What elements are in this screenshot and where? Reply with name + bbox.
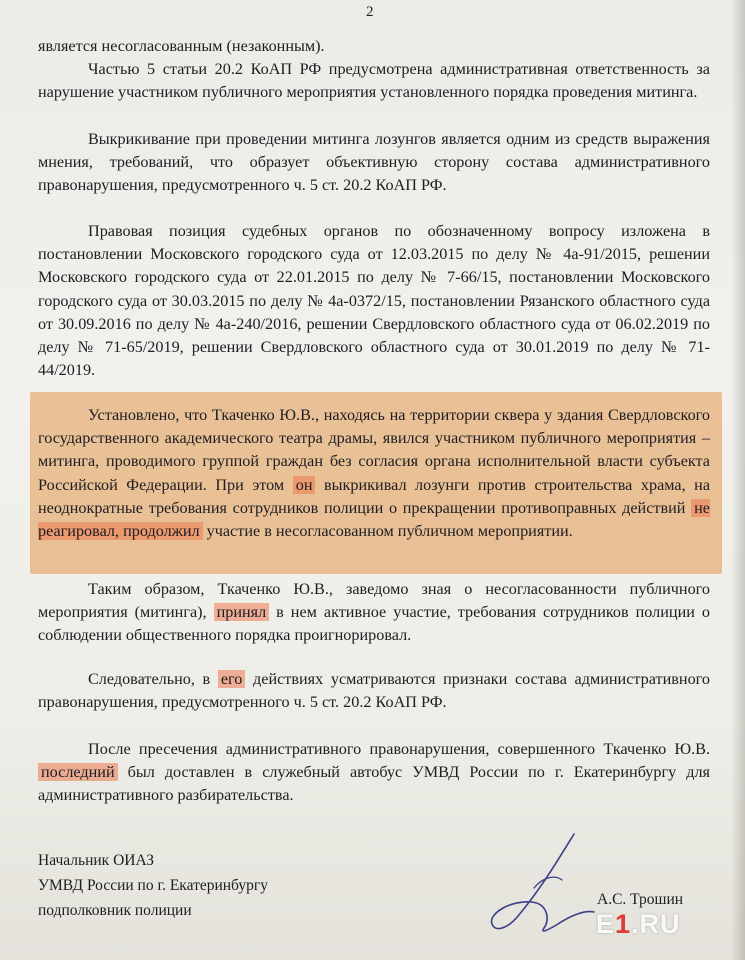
- paragraph-after: [38, 738, 710, 808]
- signatory-block: [38, 848, 268, 923]
- signature-stroke: [534, 877, 562, 888]
- text-segment: в нем активное участие, требования сотрудников полиции о соблюдении общественного порядка проигнорировал.: [38, 603, 710, 645]
- text-segment: был доставлен в служебный автобус УМВД России по г. Екатеринбургу для административного разбирательства.: [38, 763, 710, 805]
- paragraph-legal-position: Правовая позиция судебных органов по обозначенному вопросу изложена в постановлении Московского городского суда от 12.03.2015 по делу № 4а-91/2015, решении Московского городского суда от 22.01.2015 по делу № 7-66/15, постановлении Московского городского суда от 30.03.2015 по делу № 4а-0372/15, постановлении Рязанского областного суда от 30.09.2016 по делу № 4а-240/2016, решении Свердловского областного суда от 06.02.2019 по делу № 71-65/2019, решении Свердловского областного суда от 30.01.2019 по делу № 71-44/2019.: [38, 222, 710, 380]
- paragraph-continuation: является несогласованным (незаконным).: [38, 37, 325, 55]
- highlight-word: его: [218, 670, 246, 688]
- handwritten-signature: [488, 830, 598, 940]
- text-segment: участие в несогласованном публичном мероприятии.: [202, 522, 573, 541]
- logo-domain: .RU: [631, 909, 681, 939]
- signatory-name: А.С. Трошин: [597, 891, 684, 908]
- highlight-word: последний: [38, 763, 118, 781]
- signature-stroke: [492, 834, 594, 931]
- text-segment: Следовательно, в: [88, 670, 218, 688]
- text-segment: Таким образом, Ткаченко Ю.В., заведомо зная о несогласованности публичного мероприятия (митинга),: [38, 580, 710, 622]
- paragraph-established: [38, 404, 710, 543]
- paragraph-thus: [38, 578, 710, 648]
- text-segment: После пресечения административного правонарушения, совершенного Ткаченко Ю.В.: [88, 740, 710, 758]
- page-number: 2: [366, 4, 374, 20]
- highlight-word: он: [293, 476, 316, 494]
- highlight-word: не реагировал, продолжил: [38, 498, 710, 541]
- page-edge-shadow: [731, 0, 745, 960]
- paragraph-consequently: [38, 668, 710, 714]
- e1-watermark-logo: [596, 909, 726, 939]
- logo-letter: E: [596, 909, 616, 939]
- paragraph-article: Частью 5 статьи 20.2 КоАП РФ предусмотрена административная ответственность за нарушение участником публичного мероприятия установленного порядка проведения митинга.: [38, 60, 710, 102]
- text-segment: Установлено, что Ткаченко Ю.В., находясь на территории сквера у здания Свердловского государственного академического театра драмы, явился участником публичного мероприятия – митинга, проводимого группой граждан без согласия органа исполнительной власти субъекта Российской Федерации. При этом: [38, 406, 710, 494]
- signatory-position: Начальник ОИАЗ: [38, 852, 155, 869]
- logo-digit: 1: [615, 909, 632, 939]
- text-segment: выкрикивал лозунги против строительства храма, на неоднократные требования сотрудников полиции о прекращении противоправных действий: [38, 475, 710, 517]
- paragraph-slogans: Выкрикивание при проведении митинга лозунгов является одним из средств выражения мнения, требований, что образует объективную сторону состава административного правонарушения, предусмотренного ч. 5 ст. 20.2 КоАП РФ.: [38, 130, 710, 195]
- signatory-department: УМВД России по г. Екатеринбургу: [38, 877, 268, 894]
- text-segment: действиях усматриваются признаки состава административного правонарушения, предусмотренного ч. 5 ст. 20.2 КоАП РФ.: [38, 670, 710, 712]
- signatory-rank: подполковник полиции: [38, 902, 192, 919]
- highlight-word: принял: [214, 603, 270, 621]
